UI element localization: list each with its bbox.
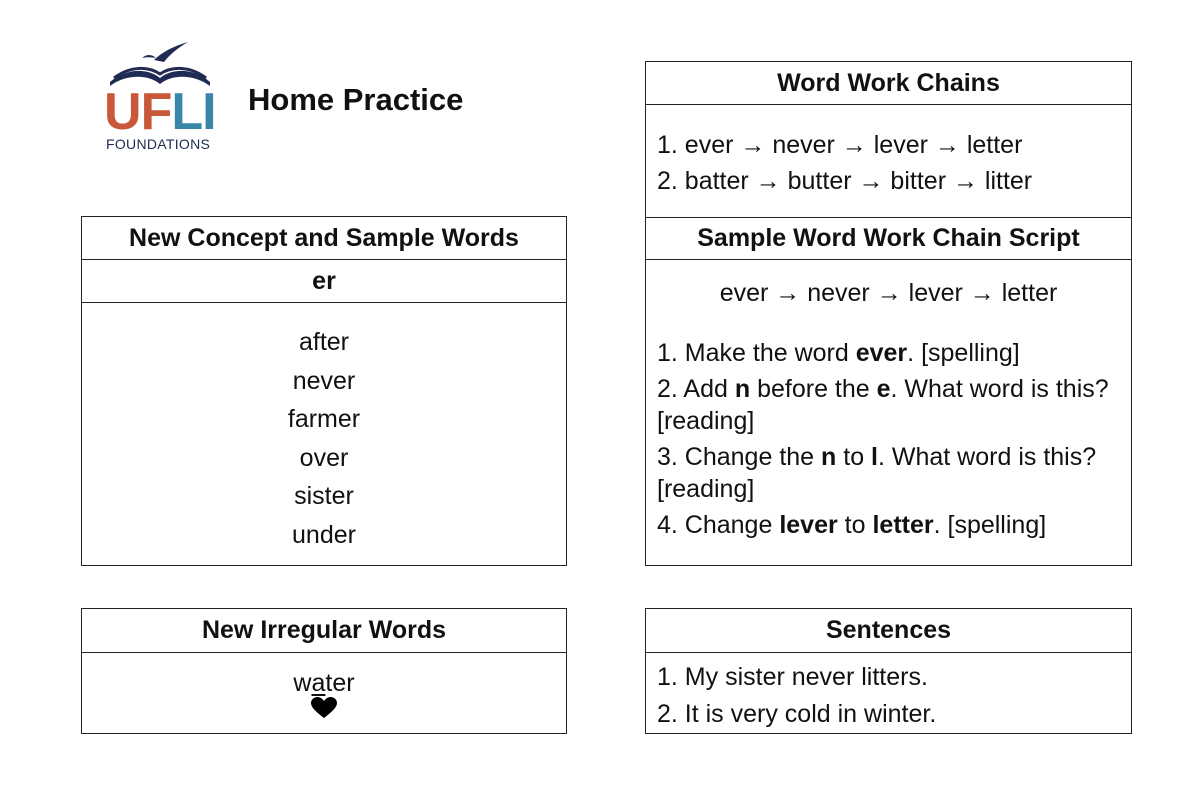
irregular-header: New Irregular Words bbox=[82, 609, 566, 653]
step-text: 4. Change bbox=[657, 511, 780, 539]
ufli-logo bbox=[104, 38, 216, 156]
irregular-word-part-underlined: a bbox=[311, 669, 326, 697]
sentences-list bbox=[646, 653, 1131, 733]
step-text: . [spelling] bbox=[933, 511, 1047, 539]
concept-header: New Concept and Sample Words bbox=[82, 217, 566, 260]
step-text: to bbox=[837, 511, 873, 539]
logo-letter-i: I bbox=[202, 83, 216, 141]
step-bold: letter bbox=[872, 511, 934, 539]
sample-word: under bbox=[292, 520, 356, 549]
script-box bbox=[645, 217, 1132, 566]
script-header: Sample Word Work Chain Script bbox=[646, 217, 1131, 260]
chain-item: 1. ever → never → lever → letter bbox=[657, 131, 1023, 159]
logo-subtitle: FOUNDATIONS bbox=[106, 136, 211, 152]
step-text: to bbox=[836, 443, 872, 471]
concept-word-list bbox=[82, 303, 566, 554]
logo-wordmark bbox=[104, 83, 216, 141]
script-step bbox=[657, 337, 1119, 369]
sentence-item: 2. It is very cold in winter. bbox=[657, 700, 937, 728]
chain-item: 2. batter → butter → bitter → litter bbox=[657, 167, 1033, 195]
book-with-bird-icon bbox=[104, 38, 216, 88]
concept-box bbox=[81, 216, 567, 566]
sentences-header: Sentences bbox=[646, 609, 1131, 653]
sample-word: over bbox=[299, 443, 349, 472]
step-text: 3. Change the bbox=[657, 443, 822, 471]
sample-word: sister bbox=[294, 482, 354, 510]
step-text: . What word is this? [reading] bbox=[657, 443, 1097, 503]
step-bold: ever bbox=[855, 339, 908, 367]
step-bold: l bbox=[871, 443, 878, 471]
step-text: . [spelling] bbox=[907, 339, 1020, 367]
sentences-box bbox=[645, 608, 1132, 734]
irregular-word bbox=[82, 653, 566, 697]
irregular-word-part: ter bbox=[325, 669, 355, 697]
page-title: Home Practice bbox=[248, 82, 464, 117]
step-text: 1. Make the word bbox=[657, 339, 856, 367]
step-text: before the bbox=[750, 375, 877, 403]
irregular-box bbox=[81, 608, 567, 734]
sample-word: never bbox=[292, 366, 356, 395]
script-step bbox=[657, 441, 1119, 505]
step-text: . What word is this? [reading] bbox=[657, 375, 1109, 435]
script-steps bbox=[646, 308, 1131, 541]
logo-letter-u: U bbox=[104, 83, 141, 141]
irregular-word-part: w bbox=[293, 669, 312, 697]
script-step bbox=[657, 373, 1119, 437]
step-bold: n bbox=[734, 375, 751, 403]
sample-word: after bbox=[298, 328, 350, 356]
concept-pattern: er bbox=[82, 260, 566, 303]
script-step bbox=[657, 509, 1119, 541]
chains-header: Word Work Chains bbox=[646, 62, 1131, 105]
sentence-item: 1. My sister never litters. bbox=[657, 663, 928, 691]
step-bold: e bbox=[876, 375, 891, 403]
sample-word: farmer bbox=[287, 405, 361, 433]
chains-list bbox=[646, 105, 1131, 199]
script-chain: ever → never → lever → letter bbox=[719, 279, 1058, 307]
step-bold: n bbox=[821, 443, 837, 471]
chains-box bbox=[645, 61, 1132, 219]
heart-icon bbox=[311, 697, 337, 719]
logo-letter-l: L bbox=[171, 83, 203, 141]
step-text: 2. Add bbox=[657, 375, 735, 403]
step-bold: lever bbox=[779, 511, 838, 539]
logo-letter-f: F bbox=[140, 83, 172, 141]
